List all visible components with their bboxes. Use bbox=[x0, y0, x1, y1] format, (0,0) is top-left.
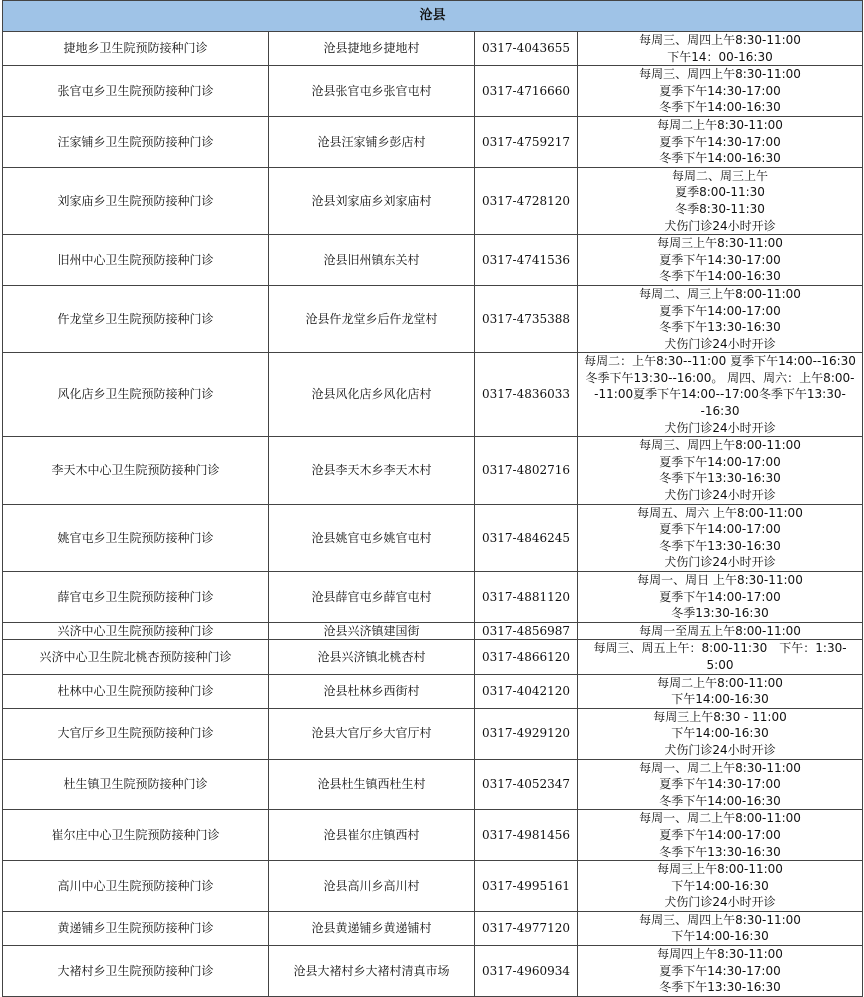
table-row bbox=[3, 504, 863, 571]
clinic-address: 沧县旧州镇东关村 bbox=[269, 235, 475, 286]
hours-line: 冬季下午14:00-16:30 bbox=[659, 100, 781, 115]
clinic-name: 风化店乡卫生院预防接种门诊 bbox=[3, 353, 269, 437]
table-body bbox=[3, 32, 863, 997]
hours-line: 每周三、周四上午8:00-11:00 bbox=[639, 438, 801, 453]
hours-line: 夏季8:00-11:30 bbox=[675, 185, 765, 200]
hours-line: 每周五、周六 上午8:00-11:00 bbox=[637, 505, 803, 520]
hours-line: 每周一、周二上午8:30-11:00 bbox=[639, 760, 801, 775]
hours-line: 夏季下午14:00-17:00 bbox=[659, 589, 781, 604]
table-row bbox=[3, 759, 863, 810]
clinic-address: 沧县大褚村乡大褚村清真市场 bbox=[269, 946, 475, 997]
table-row bbox=[3, 235, 863, 286]
hours-line: 夏季下午14:30-17:00 bbox=[659, 134, 781, 149]
table-row bbox=[3, 353, 863, 437]
table-row bbox=[3, 674, 863, 708]
table-row bbox=[3, 285, 863, 352]
hours-line: 下午14:00-16:30 bbox=[671, 878, 769, 893]
table-row bbox=[3, 116, 863, 167]
clinic-phone: 0317-4052347 bbox=[475, 759, 578, 810]
hours-line: 下午14:00-16:30 bbox=[671, 726, 769, 741]
clinic-name: 大官厅乡卫生院预防接种门诊 bbox=[3, 708, 269, 759]
clinic-name: 兴济中心卫生院预防接种门诊 bbox=[3, 622, 269, 640]
table-row bbox=[3, 32, 863, 66]
clinic-hours bbox=[578, 572, 863, 623]
hours-line: 每周二、周三上午 bbox=[672, 168, 769, 183]
vaccination-clinic-table bbox=[2, 0, 863, 997]
clinic-hours bbox=[578, 285, 863, 352]
hours-line: 下午14:00-16:30 bbox=[671, 692, 769, 707]
hours-line: 冬季下午13:30-16:30 bbox=[659, 980, 781, 995]
hours-line: 下午14：00-16:30 bbox=[667, 49, 773, 64]
clinic-phone: 0317-4929120 bbox=[475, 708, 578, 759]
hours-line: 每周三上午8:30 - 11:00 bbox=[653, 709, 787, 724]
clinic-phone: 0317-4866120 bbox=[475, 640, 578, 674]
table-row bbox=[3, 572, 863, 623]
clinic-hours bbox=[578, 116, 863, 167]
hours-line: 下午14:00-16:30 bbox=[671, 929, 769, 944]
clinic-phone: 0317-4735388 bbox=[475, 285, 578, 352]
clinic-hours bbox=[578, 946, 863, 997]
clinic-name: 刘家庙乡卫生院预防接种门诊 bbox=[3, 167, 269, 234]
clinic-hours bbox=[578, 32, 863, 66]
hours-line: 夏季下午14:00-17:00 bbox=[659, 827, 781, 842]
hours-line: 犬伤门诊24小时开诊 bbox=[664, 555, 776, 570]
hours-line: 每周二、周三上午8:00-11:00 bbox=[639, 286, 801, 301]
hours-line: 每周三、周五上午：8:00-11:30 下午：1:30-5:00 bbox=[593, 641, 847, 672]
hours-line: 夏季下午14:00-17:00 bbox=[659, 454, 781, 469]
clinic-address: 沧县高川乡高川村 bbox=[269, 861, 475, 912]
hours-line: 夏季下午14:30-17:00 bbox=[659, 963, 781, 978]
hours-line: 每周二：上午8:30--11:00 夏季下午14:00--16:30冬季下午13:30--16:00。 周四、周六：上午8:00--11:00夏季下午14:00--17:00冬季下午13:30--16:30 bbox=[584, 354, 856, 419]
clinic-phone: 0317-4977120 bbox=[475, 911, 578, 945]
hours-line: 冬季下午13:30-16:30 bbox=[659, 471, 781, 486]
hours-line: 犬伤门诊24小时开诊 bbox=[664, 742, 776, 757]
hours-line: 夏季下午14:30-17:00 bbox=[659, 83, 781, 98]
clinic-address: 沧县薛官屯乡薛官屯村 bbox=[269, 572, 475, 623]
clinic-phone: 0317-4741536 bbox=[475, 235, 578, 286]
clinic-name: 大褚村乡卫生院预防接种门诊 bbox=[3, 946, 269, 997]
clinic-phone: 0317-4043655 bbox=[475, 32, 578, 66]
table-row bbox=[3, 622, 863, 640]
clinic-hours bbox=[578, 911, 863, 945]
clinic-address: 沧县张官屯乡张官屯村 bbox=[269, 66, 475, 117]
clinic-hours bbox=[578, 437, 863, 504]
hours-line: 夏季下午14:30-17:00 bbox=[659, 777, 781, 792]
clinic-hours bbox=[578, 674, 863, 708]
table-row bbox=[3, 946, 863, 997]
hours-line: 冬季下午14:00-16:30 bbox=[659, 269, 781, 284]
clinic-phone: 0317-4728120 bbox=[475, 167, 578, 234]
clinic-phone: 0317-4042120 bbox=[475, 674, 578, 708]
hours-line: 犬伤门诊24小时开诊 bbox=[664, 336, 776, 351]
clinic-hours bbox=[578, 504, 863, 571]
hours-line: 冬季下午13:30-16:30 bbox=[659, 844, 781, 859]
hours-line: 犬伤门诊24小时开诊 bbox=[664, 488, 776, 503]
clinic-hours bbox=[578, 861, 863, 912]
hours-line: 每周三上午8:00-11:00 bbox=[657, 862, 783, 877]
hours-line: 每周一至周五上午8:00-11:00 bbox=[639, 623, 801, 638]
county-title: 沧县 bbox=[3, 1, 863, 32]
clinic-phone: 0317-4995161 bbox=[475, 861, 578, 912]
hours-line: 冬季下午14:00-16:30 bbox=[659, 793, 781, 808]
clinic-address: 沧县姚官屯乡姚官屯村 bbox=[269, 504, 475, 571]
clinic-address: 沧县大官厅乡大官厅村 bbox=[269, 708, 475, 759]
clinic-address: 沧县风化店乡风化店村 bbox=[269, 353, 475, 437]
clinic-address: 沧县汪家铺乡彭店村 bbox=[269, 116, 475, 167]
clinic-hours bbox=[578, 353, 863, 437]
hours-line: 犬伤门诊24小时开诊 bbox=[664, 218, 776, 233]
clinic-name: 杜生镇卫生院预防接种门诊 bbox=[3, 759, 269, 810]
hours-line: 每周四上午8:30-11:00 bbox=[657, 947, 783, 962]
clinic-name: 高川中心卫生院预防接种门诊 bbox=[3, 861, 269, 912]
clinic-address: 沧县兴济镇北桃杏村 bbox=[269, 640, 475, 674]
hours-line: 每周二上午8:00-11:00 bbox=[657, 675, 783, 690]
hours-line: 每周三、周四上午8:30-11:00 bbox=[639, 912, 801, 927]
clinic-name: 张官屯乡卫生院预防接种门诊 bbox=[3, 66, 269, 117]
table-row bbox=[3, 167, 863, 234]
clinic-phone: 0317-4960934 bbox=[475, 946, 578, 997]
clinic-name: 兴济中心卫生院北桃杏预防接种门诊 bbox=[3, 640, 269, 674]
clinic-hours bbox=[578, 235, 863, 286]
clinic-address: 沧县杜生镇西杜生村 bbox=[269, 759, 475, 810]
clinic-phone: 0317-4846245 bbox=[475, 504, 578, 571]
clinic-phone: 0317-4802716 bbox=[475, 437, 578, 504]
hours-line: 冬季下午13:30-16:30 bbox=[659, 320, 781, 335]
hours-line: 每周一、周日 上午8:30-11:00 bbox=[637, 573, 803, 587]
clinic-phone: 0317-4856987 bbox=[475, 622, 578, 640]
clinic-hours bbox=[578, 810, 863, 861]
hours-line: 每周三、周四上午8:30-11:00 bbox=[639, 67, 801, 82]
hours-line: 每周三上午8:30-11:00 bbox=[657, 236, 783, 251]
clinic-phone: 0317-4716660 bbox=[475, 66, 578, 117]
clinic-phone: 0317-4981456 bbox=[475, 810, 578, 861]
hours-line: 夏季下午14:00-17:00 bbox=[659, 303, 781, 318]
hours-line: 犬伤门诊24小时开诊 bbox=[664, 895, 776, 910]
table-row bbox=[3, 708, 863, 759]
clinic-name: 崔尔庄中心卫生院预防接种门诊 bbox=[3, 810, 269, 861]
hours-line: 犬伤门诊24小时开诊 bbox=[664, 420, 776, 435]
clinic-address: 沧县捷地乡捷地村 bbox=[269, 32, 475, 66]
clinic-name: 黄递铺乡卫生院预防接种门诊 bbox=[3, 911, 269, 945]
clinic-address: 沧县仵龙堂乡后仵龙堂村 bbox=[269, 285, 475, 352]
clinic-address: 沧县崔尔庄镇西村 bbox=[269, 810, 475, 861]
clinic-address: 沧县杜林乡西街村 bbox=[269, 674, 475, 708]
hours-line: 夏季下午14:30-17:00 bbox=[659, 252, 781, 267]
clinic-address: 沧县李天木乡李天木村 bbox=[269, 437, 475, 504]
hours-line: 冬季8:30-11:30 bbox=[675, 201, 765, 216]
clinic-address: 沧县兴济镇建国街 bbox=[269, 622, 475, 640]
clinic-name: 旧州中心卫生院预防接种门诊 bbox=[3, 235, 269, 286]
clinic-name: 汪家铺乡卫生院预防接种门诊 bbox=[3, 116, 269, 167]
clinic-name: 捷地乡卫生院预防接种门诊 bbox=[3, 32, 269, 66]
clinic-name: 姚官屯乡卫生院预防接种门诊 bbox=[3, 504, 269, 571]
table-row bbox=[3, 911, 863, 945]
table-header-row bbox=[3, 1, 863, 32]
clinic-hours bbox=[578, 622, 863, 640]
clinic-hours bbox=[578, 66, 863, 117]
clinic-phone: 0317-4759217 bbox=[475, 116, 578, 167]
hours-line: 每周三、周四上午8:30-11:00 bbox=[639, 33, 801, 47]
clinic-name: 李天木中心卫生院预防接种门诊 bbox=[3, 437, 269, 504]
table-row bbox=[3, 437, 863, 504]
hours-line: 冬季下午13:30-16:30 bbox=[659, 538, 781, 553]
hours-line: 每周二上午8:30-11:00 bbox=[657, 117, 783, 132]
hours-line: 夏季下午14:00-17:00 bbox=[659, 522, 781, 537]
hours-line: 冬季下午14:00-16:30 bbox=[659, 151, 781, 166]
clinic-hours bbox=[578, 167, 863, 234]
clinic-name: 杜林中心卫生院预防接种门诊 bbox=[3, 674, 269, 708]
table-row bbox=[3, 810, 863, 861]
table-row bbox=[3, 640, 863, 674]
clinic-address: 沧县刘家庙乡刘家庙村 bbox=[269, 167, 475, 234]
clinic-phone: 0317-4881120 bbox=[475, 572, 578, 623]
clinic-hours bbox=[578, 759, 863, 810]
hours-line: 每周一、周二上午8:00-11:00 bbox=[639, 811, 801, 826]
clinic-hours bbox=[578, 640, 863, 674]
hours-line: 冬季13:30-16:30 bbox=[671, 606, 769, 621]
clinic-phone: 0317-4836033 bbox=[475, 353, 578, 437]
clinic-address: 沧县黄递铺乡黄递铺村 bbox=[269, 911, 475, 945]
table-row bbox=[3, 66, 863, 117]
clinic-hours bbox=[578, 708, 863, 759]
clinic-name: 仵龙堂乡卫生院预防接种门诊 bbox=[3, 285, 269, 352]
clinic-name: 薛官屯乡卫生院预防接种门诊 bbox=[3, 572, 269, 623]
table-row bbox=[3, 861, 863, 912]
